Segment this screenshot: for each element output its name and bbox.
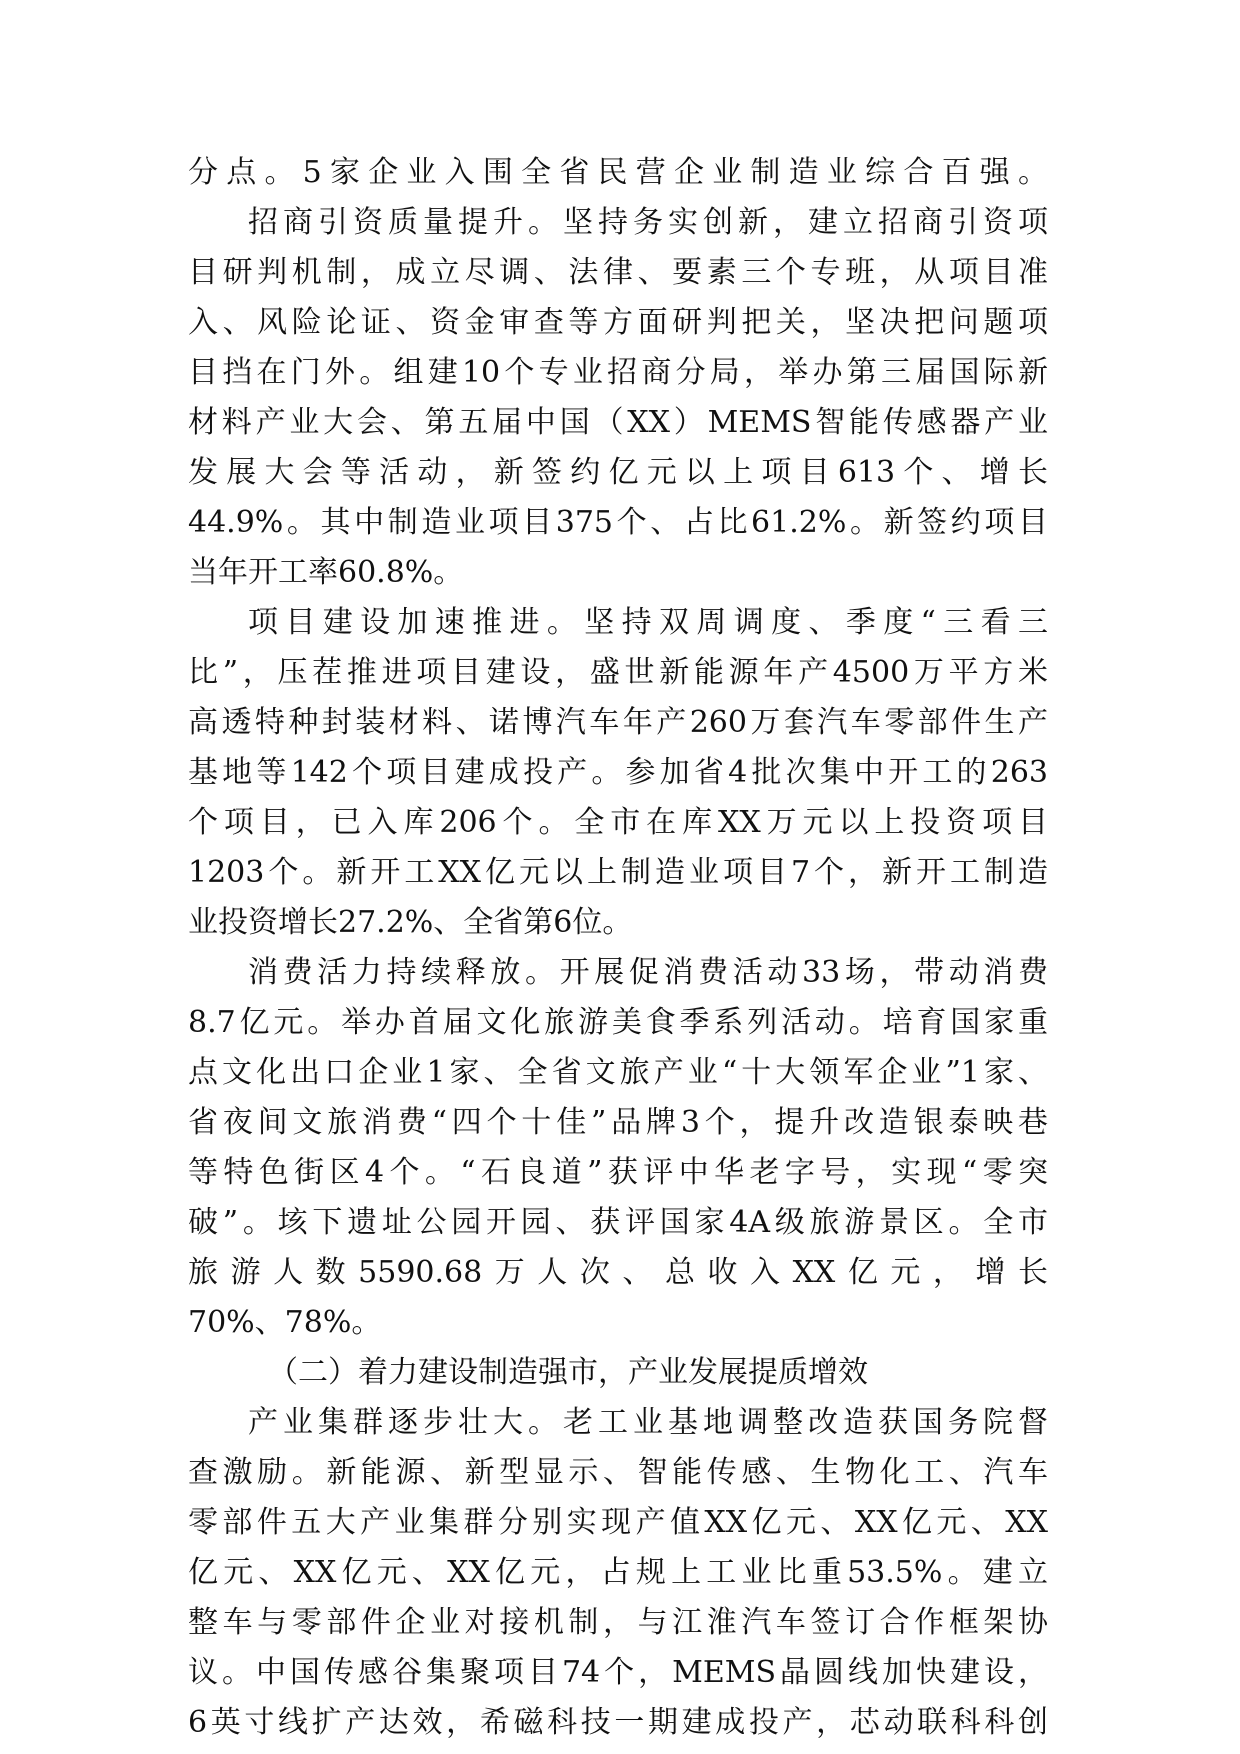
text-line: 议。中国传感谷集聚项目74个，MEMS晶圆线加快建设， [188,1655,1048,1690]
text-line: 70%、78%。 [188,1305,382,1340]
text-line: 8.7亿元。举办首届文化旅游美食季系列活动。培育国家重 [188,1005,1048,1040]
text-line: 分点。5家企业入围全省民营企业制造业综合百强。 [188,155,1048,190]
text-line: 1203个。新开工XX亿元以上制造业项目7个，新开工制造 [188,855,1048,890]
text-line: 整车与零部件企业对接机制，与江淮汽车签订合作框架协 [188,1605,1048,1640]
text-line: 44.9%。其中制造业项目375个、占比61.2%。新签约项目 [188,505,1048,540]
document-page [188,148,1048,1748]
section-heading: （二）着力建设制造强市，产业发展提质增效 [268,1355,868,1390]
text-line: 破”。垓下遗址公园开园、获评国家4A级旅游景区。全市 [188,1205,1048,1240]
text-line: 材料产业大会、第五届中国（XX）MEMS智能传感器产业 [188,405,1048,440]
text-line: 省夜间文旅消费“四个十佳”品牌3个，提升改造银泰映巷 [188,1105,1048,1140]
paragraph-first-line: 消费活力持续释放。开展促消费活动33场，带动消费 [248,955,1048,990]
text-line: 个项目，已入库206个。全市在库XX万元以上投资项目 [188,805,1048,840]
text-line: 亿元、XX亿元、XX亿元，占规上工业比重53.5%。建立 [188,1555,1048,1590]
text-line: 6英寸线扩产达效，希磁科技一期建成投产，芯动联科科创 [188,1705,1048,1740]
text-line: 高透特种封装材料、诺博汽车年产260万套汽车零部件生产 [188,705,1048,740]
text-line: 当年开工率60.8%。 [188,555,464,590]
text-line: 入、风险论证、资金审查等方面研判把关，坚决把问题项 [188,305,1048,340]
paragraph-first-line: 产业集群逐步壮大。老工业基地调整改造获国务院督 [248,1405,1048,1440]
paragraph-first-line: 项目建设加速推进。坚持双周调度、季度“三看三 [248,605,1048,640]
text-line: 目挡在门外。组建10个专业招商分局，举办第三届国际新 [188,355,1048,390]
paragraph-first-line: 招商引资质量提升。坚持务实创新，建立招商引资项 [248,205,1048,240]
text-line: 零部件五大产业集群分别实现产值XX亿元、XX亿元、XX [188,1505,1048,1540]
text-line: 比”，压茬推进项目建设，盛世新能源年产4500万平方米 [188,655,1048,690]
text-line: 基地等142个项目建成投产。参加省4批次集中开工的263 [188,755,1048,790]
text-line: 点文化出口企业1家、全省文旅产业“十大领军企业”1家、 [188,1055,1048,1090]
text-line: 等特色街区4个。“石良道”获评中华老字号，实现“零突 [188,1155,1048,1190]
text-line: 目研判机制，成立尽调、法律、要素三个专班，从项目准 [188,255,1048,290]
text-line: 业投资增长27.2%、全省第6位。 [188,905,633,940]
text-line: 发展大会等活动，新签约亿元以上项目613个、增长 [188,455,1048,490]
text-line: 查激励。新能源、新型显示、智能传感、生物化工、汽车 [188,1455,1048,1490]
text-line: 旅游人数5590.68万人次、总收入XX亿元，增长 [188,1255,1048,1290]
